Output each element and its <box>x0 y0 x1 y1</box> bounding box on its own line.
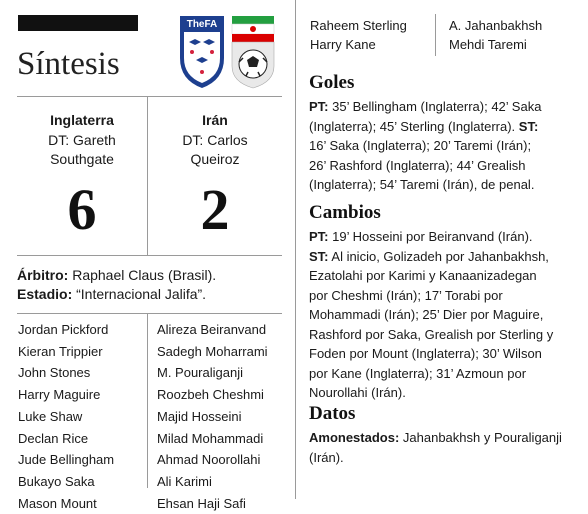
away-score: 2 <box>200 177 230 242</box>
second-half-label: ST: <box>309 248 329 264</box>
header-bar <box>18 15 138 31</box>
match-officials <box>17 266 287 304</box>
list-item: Ehsan Haji Safi <box>157 495 246 511</box>
divider <box>17 96 282 97</box>
changes-text <box>309 227 577 403</box>
away-coach-line2: Queiroz <box>190 151 240 167</box>
team-logos <box>178 14 276 90</box>
changes-line <box>309 227 577 247</box>
changes-heading: Cambios <box>309 202 381 223</box>
list-item: Sadegh Moharrami <box>157 343 268 359</box>
changes-line <box>309 247 577 267</box>
referee-line <box>17 266 287 285</box>
changes-line: por Cheshmi (Irán); 17’ Torabi por <box>309 287 503 303</box>
list-item: John Stones <box>18 365 91 381</box>
lineup-divider <box>147 313 148 488</box>
bookings-line-2: (Irán). <box>309 449 344 465</box>
referee-label: Árbitro: <box>17 267 69 283</box>
home-team <box>17 112 147 169</box>
away-lineup-cont <box>449 16 542 54</box>
first-half-label: PT: <box>309 229 329 244</box>
list-item: Bukayo Saka <box>18 473 95 489</box>
home-coach-line2: Southgate <box>50 151 114 167</box>
list-item: Jude Bellingham <box>18 452 115 468</box>
divider <box>17 255 282 256</box>
list-item: Majid Hosseini <box>157 408 242 424</box>
bookings-label: Amonestados: <box>309 430 400 445</box>
list-item: Milad Mohammadi <box>157 430 264 446</box>
list-item: Declan Rice <box>18 430 89 446</box>
home-lineup <box>18 319 114 514</box>
list-item: A. Jahanbakhsh <box>449 18 543 33</box>
divider <box>17 313 282 314</box>
changes-line-text: Al inicio, Golizadeh por Jahanbakhsh, <box>328 248 549 264</box>
goals-line <box>309 117 577 137</box>
lineup-cont-divider <box>435 14 436 56</box>
page-title: Síntesis <box>17 46 120 82</box>
first-half-label: PT: <box>309 99 329 114</box>
iran-federation-crest-icon <box>232 16 274 88</box>
list-item: Ali Karimi <box>157 473 212 489</box>
referee-value: Raphael Claus (Brasil). <box>68 267 217 283</box>
changes-line-text: 19’ Hosseini por Beiranvand (Irán). <box>328 229 533 244</box>
goals-line-text: 35’ Bellingham (Inglaterra); 42’ Saka <box>328 99 542 114</box>
list-item: Alireza Beiranvand <box>157 322 267 337</box>
away-team <box>148 112 282 169</box>
changes-line: Rashford por Saka, Grealish por Sterling y <box>309 326 554 342</box>
list-item: Roozbeh Cheshmi <box>157 387 264 403</box>
second-half-label: ST: <box>518 118 539 134</box>
list-item: Jordan Pickford <box>18 322 109 337</box>
goals-heading: Goles <box>309 72 355 93</box>
changes-line: Ezatolahi por Karimi y Kanaanizadegan <box>309 268 537 283</box>
stadium-label: Estadio: <box>17 286 73 302</box>
goals-text <box>309 97 577 195</box>
list-item: Harry Kane <box>310 37 376 52</box>
goals-line <box>309 97 577 117</box>
england-fa-crest-icon <box>180 16 224 88</box>
changes-line: Nourollahi (Irán). <box>309 385 406 400</box>
goals-line: 26’ Rashford (Inglaterra); 44’ Grealish <box>309 157 526 173</box>
away-team-name: Irán <box>202 112 228 128</box>
list-item: Kieran Trippier <box>18 343 103 359</box>
stadium-line <box>17 285 287 304</box>
bookings-value: Jahanbakhsh y Pouraliganji <box>399 430 562 445</box>
stadium-value: “Internacional Jalifa”. <box>72 286 207 302</box>
data-text <box>309 428 577 467</box>
home-lineup-cont <box>310 16 407 54</box>
list-item: Raheem Sterling <box>310 18 407 33</box>
changes-line: Foden por Mount (Inglaterra); 30’ Wilson <box>309 346 542 361</box>
away-lineup <box>157 319 268 514</box>
column-divider <box>295 0 296 499</box>
list-item: Luke Shaw <box>18 408 83 424</box>
data-heading: Datos <box>309 403 356 424</box>
fa-label: TheFA <box>186 19 218 30</box>
away-coach-line1: DT: Carlos <box>182 132 248 148</box>
home-team-name: Inglaterra <box>50 112 114 128</box>
goals-line: 16’ Saka (Inglaterra); 20’ Taremi (Irán); <box>309 138 532 153</box>
list-item: Mason Mount <box>18 495 97 511</box>
bookings-line <box>309 428 577 448</box>
changes-line: por Kane (Inglaterra); 31’ Azmoun por <box>309 365 527 381</box>
list-item: Harry Maguire <box>18 387 101 403</box>
home-coach-line1: DT: Gareth <box>48 132 116 148</box>
list-item: Mehdi Taremi <box>449 37 527 52</box>
goals-line: (Inglaterra); 54’ Taremi (Irán), de penal. <box>309 177 535 192</box>
home-score: 6 <box>67 177 97 242</box>
list-item: Ahmad Noorollahi <box>157 452 261 468</box>
goals-line-text: (Inglaterra); 45’ Sterling (Inglaterra). <box>309 118 516 134</box>
changes-line: Mohammadi (Irán); 25’ Dier por Maguire, <box>309 307 544 322</box>
list-item: M. Pouraliganji <box>157 365 243 381</box>
